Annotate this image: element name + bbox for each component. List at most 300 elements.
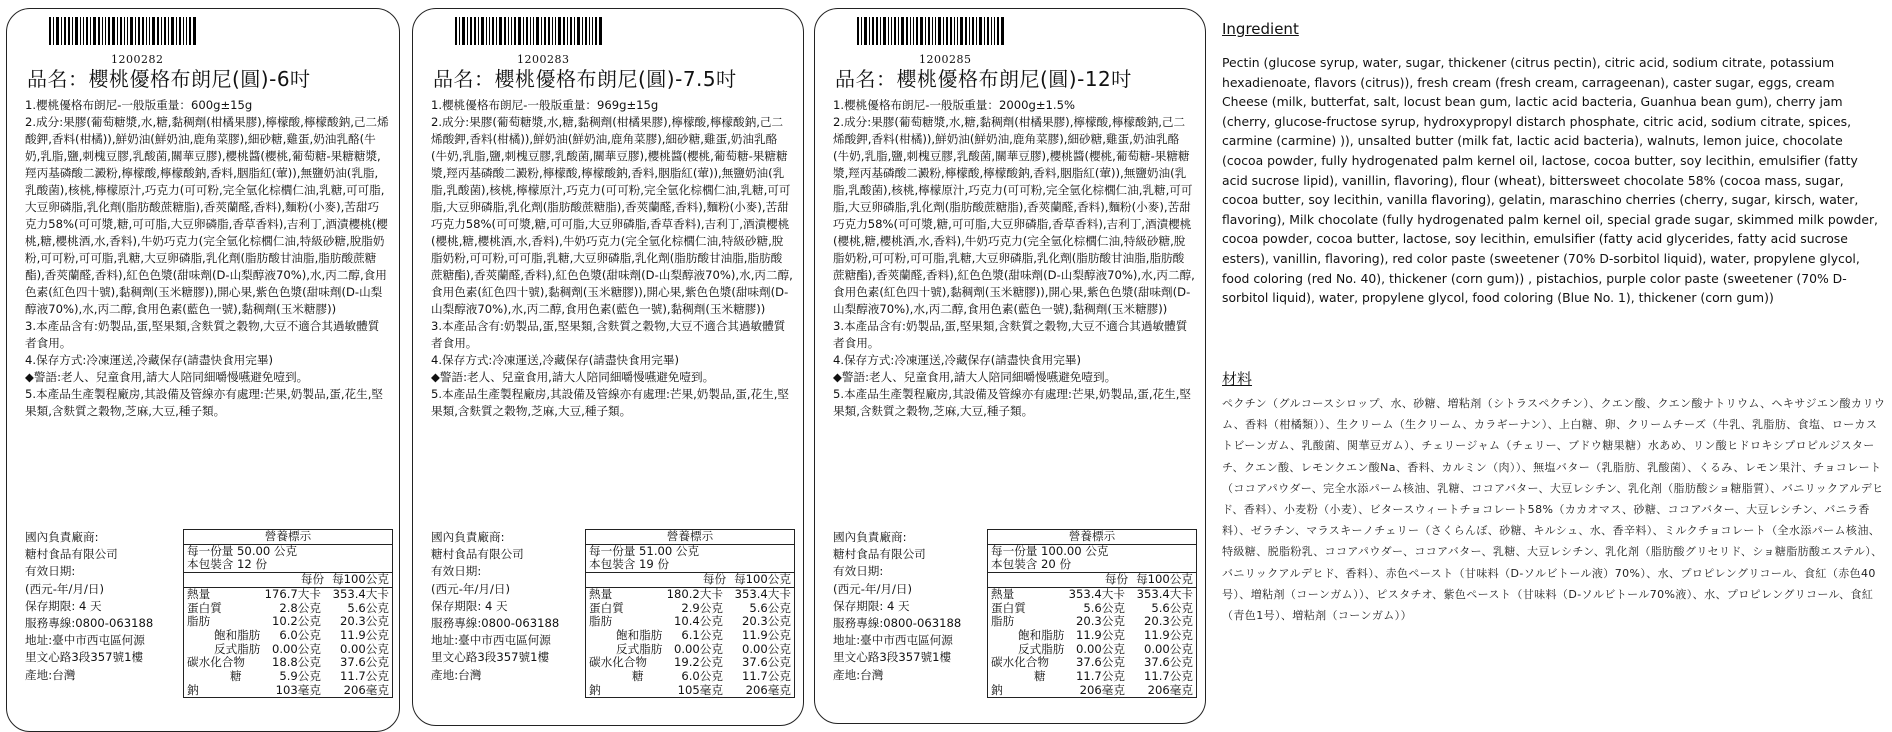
distributor-line: 服務專線:0800-063188 bbox=[833, 616, 962, 631]
nutrition-row bbox=[184, 684, 392, 698]
barcode-bar bbox=[455, 17, 457, 45]
ingredients-text: 2.成分:果膠(葡萄糖漿,水,糖,黏稠劑(柑橘果膠),檸檬酸,檸檬酸鈉,己二烯酸鉀,香料(柑橘)),鮮奶油(鮮奶油,鹿角菜膠),細砂糖,雞蛋,奶油乳酪(牛奶,乳脂,鹽,刺槐豆膠,乳酸菌,關華豆膠),櫻桃醬(櫻桃,葡萄糖-果糖糖漿,羥丙基磷酸二澱粉,檸檬酸,檸檬酸鈉,香料,胭脂紅(葷)),無鹽奶油(乳脂,乳酸菌),核桃,檸檬原汁,巧克力(可可粉,完全氫化棕櫚仁油,乳糖,可可脂,大豆卵磷脂,乳化劑(脂肪酸蔗糖脂),香莢蘭醛,香料),麵粉(小麥),苦甜巧克力58%(可可漿,糖,可可脂,大豆卵磷脂,香草香料),吉利丁,酒漬櫻桃(櫻桃,糖,櫻桃酒,水,香料),牛奶巧克力(完全氫化棕櫚仁油,特級砂糖,脫脂奶粉,可可粉,可可脂,乳糖,大豆卵磷脂,乳化劑(脂肪酸甘油脂,脂肪酸蔗糖酯),香莢蘭醛,香料),紅色色漿(甜味劑(D-山梨醇液70%),水,丙二醇,食用色素(紅色四十號),黏稠劑(玉米糖膠)),開心果,紫色色漿(甜味劑(D-山梨醇液70%),水,丙二醇,食用色素(藍色一號),黏稠劑(玉米糖膠)) bbox=[25, 115, 389, 316]
barcode-bar bbox=[960, 17, 963, 45]
per-100g-value: 11.9公克 bbox=[339, 627, 389, 642]
barcode-bar bbox=[883, 17, 886, 45]
nutrition-row bbox=[586, 656, 794, 670]
barcode-bar bbox=[997, 17, 999, 45]
per-100g-header: 每100公克 bbox=[332, 572, 389, 587]
barcode-bar bbox=[470, 17, 472, 45]
barcode-bar bbox=[130, 17, 133, 45]
barcode-bar bbox=[563, 17, 565, 45]
per-serving-value: 0.00公克 bbox=[1075, 641, 1125, 656]
storage-text: 4.保存方式:冷凍運送,冷藏保存(請盡快食用完畢) bbox=[431, 353, 679, 367]
nutrient-name: 蛋白質 bbox=[589, 600, 624, 615]
per-100g-value: 5.6公克 bbox=[749, 600, 791, 615]
barcode-bar bbox=[102, 17, 103, 45]
barcode-bar bbox=[183, 17, 184, 45]
nutrient-name: 反式脂肪 bbox=[214, 641, 261, 656]
facility-text: 5.本產品生產製程廠房,其設備及管線亦有處理:芒果,奶製品,蛋,花生,堅果類,含麩質之穀物,芝麻,大豆,種子類。 bbox=[833, 387, 1192, 418]
barcode-bar bbox=[582, 17, 583, 45]
warning-text: ◆警語:老人、兒童食用,請大人陪同細嚼慢嚥避免噎到。 bbox=[25, 370, 309, 384]
per-serving-value: 18.8公克 bbox=[271, 655, 321, 670]
ingredient-en-text: Pectin (glucose syrup, water, sugar, thickener (citrus pectin), citric acid, sodium citrate, potassium hexadienoate, flavors (citrus)), fresh cream (fresh cream, carrageenan), caster sugar, eggs, cream Cheese (milk, butterfat, salt, locust bean gum, lactic acid bacteria, Guanhua bean gum), cherry jam (cherry, glucose-fructose syrup, hydroxypropyl distarch phosphate, citric acid, sodium citrate, spices, carmine (carmine) )), unsalted butter (milk fat, lactic acid bacteria), walnuts, lemon juice, chocolate (cocoa powder, fully hydrogenated palm kernel oil, lactose, cocoa butter, soy lecithin, emulsifier (fatty acid sucrose lipid), vanillin, flavoring), flour (wheat), bittersweet chocolate 58% (cocoa mass, sugar, cocoa butter, soy lecithin, vanilla flavoring), gelatin, maraschino cherries (cherry, sugar, kirsch, water, flavoring), Milk chocolate (fully hydrogenated palm kernel oil, special grade sugar, skimmed milk powder, cocoa powder, cocoa butter, lactose, soy lecithin, emulsifier (fatty acid glycerides, fatty acid sucrose esters), vanillin, flavoring), red color paste (sweetener (70% D-sorbitol liquid), water, propylene glycol, food coloring (red No. 40), thickener (corn gum)) , pistachios, purple color paste (sweetener (70% D-sorbitol liquid), water, propylene glycol, food coloring (Blue No. 1), thickener (corn gum)) bbox=[1222, 55, 1878, 306]
per-serving-value: 2.8公克 bbox=[279, 600, 321, 615]
distributor-line: 國內負責廠商: bbox=[25, 530, 99, 544]
per-100g-value: 11.7公克 bbox=[339, 669, 389, 684]
per-serving-value: 105毫克 bbox=[677, 682, 723, 697]
product-code: 1200283 bbox=[517, 53, 570, 66]
barcode-bar bbox=[80, 17, 81, 45]
nutrient-name: 飽和脂肪 bbox=[1018, 627, 1065, 642]
barcode-bar bbox=[555, 17, 556, 45]
per-100g-value: 353.4大卡 bbox=[1136, 586, 1193, 601]
barcode-bar bbox=[112, 17, 115, 45]
barcode-bar bbox=[508, 17, 509, 45]
product-label-12in bbox=[814, 8, 1206, 724]
warning-text: ◆警語:老人、兒童食用,請大人陪同細嚼慢嚥避免噎到。 bbox=[431, 370, 715, 384]
barcode-bar bbox=[53, 17, 54, 45]
barcode-bar bbox=[541, 17, 542, 45]
barcode-bar bbox=[888, 17, 889, 45]
distributor-line: 保存期限: 4 天 bbox=[431, 598, 508, 613]
barcode-bar bbox=[984, 17, 985, 45]
barcode-bar bbox=[880, 17, 881, 45]
barcode-bar bbox=[592, 17, 593, 45]
per-serving-value: 0.00公克 bbox=[271, 641, 321, 656]
per-100g-header: 每100公克 bbox=[734, 572, 791, 587]
per-100g-value: 0.00公克 bbox=[339, 641, 389, 656]
distributor-line: (西元-年/月/日) bbox=[25, 581, 105, 596]
barcode-bar bbox=[976, 17, 977, 45]
nutrition-title: 營養標示 bbox=[184, 530, 392, 545]
barcode-bar bbox=[530, 17, 531, 45]
per-serving-value: 2.9公克 bbox=[681, 600, 723, 615]
barcode-bar bbox=[935, 17, 936, 45]
nutrition-row bbox=[988, 629, 1196, 643]
barcode-bar bbox=[536, 17, 539, 45]
nutrition-row bbox=[988, 615, 1196, 629]
allergen-text: 3.本產品含有:奶製品,蛋,堅果類,含麩質之穀物,大豆不適合其過敏體質者食用。 bbox=[431, 319, 786, 350]
distributor-line: 有效日期: bbox=[431, 564, 482, 579]
barcode-bar bbox=[93, 17, 96, 45]
barcode-bar bbox=[991, 17, 992, 45]
nutrition-row bbox=[988, 656, 1196, 670]
label-body bbox=[25, 97, 389, 420]
barcode-bar bbox=[168, 17, 169, 45]
barcode-bar bbox=[548, 17, 550, 45]
barcode-bar bbox=[585, 17, 587, 45]
barcode-bar bbox=[957, 17, 958, 45]
barcode-bar bbox=[138, 17, 140, 45]
barcode-bar bbox=[127, 17, 128, 45]
distributor-line: 糖村食品有限公司 bbox=[25, 547, 118, 562]
barcode-bar bbox=[906, 17, 908, 45]
product-name: 品名：櫻桃優格布朗尼(圓)-6吋 bbox=[27, 67, 311, 91]
per-100g-value: 11.9公克 bbox=[741, 627, 791, 642]
barcode-bar bbox=[857, 17, 859, 45]
per-serving-value: 10.4公克 bbox=[673, 614, 723, 629]
barcode-bar bbox=[916, 17, 918, 45]
nutrient-name: 碳水化合物 bbox=[991, 655, 1049, 670]
barcode-icon bbox=[49, 17, 199, 45]
barcode-bar bbox=[86, 17, 88, 45]
barcode-bar bbox=[72, 17, 73, 45]
product-label-6in bbox=[6, 8, 400, 732]
distributor-line: 地址:臺中市西屯區何源 bbox=[25, 633, 145, 648]
serving-size: 每一份量 51.00 公克 bbox=[589, 543, 700, 558]
barcode-bar bbox=[474, 17, 476, 45]
barcode-bar bbox=[117, 17, 118, 45]
per-serving-value: 11.7公克 bbox=[1075, 669, 1125, 684]
barcode-bar bbox=[570, 17, 572, 45]
nutrition-serving bbox=[184, 545, 392, 573]
per-100g-header: 每100公克 bbox=[1136, 572, 1193, 587]
nutrient-name: 反式脂肪 bbox=[1018, 641, 1065, 656]
product-code: 1200282 bbox=[111, 53, 164, 66]
per-100g-value: 5.6公克 bbox=[347, 600, 389, 615]
distributor-line: 地址:臺中市西屯區何源 bbox=[833, 633, 953, 648]
barcode-bar bbox=[864, 17, 867, 45]
weight-line: 1.櫻桃優格布朗尼-一般版重量：600g±15g bbox=[25, 98, 253, 112]
weight-line: 1.櫻桃優格布朗尼-一般版重量：2000g±1.5% bbox=[833, 98, 1075, 112]
nutrition-row bbox=[184, 670, 392, 684]
barcode-bar bbox=[108, 17, 110, 45]
barcode-bar bbox=[876, 17, 878, 45]
barcode-bar bbox=[179, 17, 181, 45]
nutrition-header bbox=[586, 573, 794, 588]
nutrient-name: 反式脂肪 bbox=[616, 641, 663, 656]
per-100g-value: 0.00公克 bbox=[1143, 641, 1193, 656]
nutrient-name: 熱量 bbox=[991, 586, 1015, 601]
barcode-bar bbox=[171, 17, 174, 45]
per-100g-value: 20.3公克 bbox=[1143, 614, 1193, 629]
barcode-icon bbox=[455, 17, 605, 45]
barcode-bar bbox=[925, 17, 926, 45]
nutrition-row bbox=[184, 615, 392, 629]
distributor-line: 有效日期: bbox=[833, 564, 884, 579]
nutrient-name: 鈉 bbox=[187, 682, 199, 697]
barcode-bar bbox=[149, 17, 150, 45]
distributor-info bbox=[431, 529, 606, 684]
barcode-bar bbox=[589, 17, 590, 45]
allergen-text: 3.本產品含有:奶製品,蛋,堅果類,含麩質之穀物,大豆不適合其過敏體質者食用。 bbox=[833, 319, 1188, 350]
barcode-bar bbox=[75, 17, 78, 45]
barcode-bar bbox=[595, 17, 597, 45]
warning-text: ◆警語:老人、兒童食用,請大人陪同細嚼慢嚥避免噎到。 bbox=[833, 370, 1117, 384]
barcode-bar bbox=[558, 17, 561, 45]
storage-text: 4.保存方式:冷凍運送,冷藏保存(請盡快食用完畢) bbox=[25, 353, 273, 367]
nutrition-header bbox=[184, 573, 392, 588]
product-code: 1200285 bbox=[919, 53, 972, 66]
per-serving-value: 6.1公克 bbox=[681, 627, 723, 642]
barcode-bar bbox=[861, 17, 862, 45]
per-100g-value: 20.3公克 bbox=[741, 614, 791, 629]
product-name: 品名：櫻桃優格布朗尼(圓)-7.5吋 bbox=[433, 67, 737, 91]
weight-line: 1.櫻桃優格布朗尼-一般版重量：969g±15g bbox=[431, 98, 659, 112]
per-serving-header: 每份 bbox=[702, 572, 727, 587]
nutrient-name: 鈉 bbox=[991, 682, 1003, 697]
ingredient-jp-title: 材料 bbox=[1222, 370, 1253, 388]
barcode-bar bbox=[552, 17, 553, 45]
barcode-bar bbox=[504, 17, 506, 45]
ingredient-jp-text: ペクチン（グルコースシロップ、水、砂糖、増粘剤（シトラスペクチン）、クエン酸、クエン酸ナトリウム、ヘキサジエン酸カリウム、香料（柑橘類））、生クリーム（生クリーム、カラギーナン）、上白糖、卵、クリームチーズ（牛乳、乳脂肪、食塩、ローカストビーンガム、乳酸菌、関華豆ガム）、チェリージャム（チェリー、ブドウ糖果糖）水あめ、リン酸ヒドロキシプロピルジスターチ、クエン酸、レモンクエン酸Na、香料、カルミン（肉））、無塩バター（乳脂肪、乳酸菌）、くるみ、レモン果汁、チョコレート（ココアパウダー、完全水添パーム核油、乳糖、ココアバター、大豆レシチン、乳化剤（脂肪酸ショ糖脂質）、バニリックアルデヒド、香料）、小麦粉（小麦）、ビタースウィートチョコレート58%（カカオマス、砂糖、ココアバター、大豆レシチン、バニラ香料）、ゼラチン、マラスキーノチェリー（さくらんぼ、砂糖、キルシュ、水、香辛料）、ミルクチョコレート（全水添パーム核油、特級糖、脱脂粉乳、ココアパウダー、ココアバター、乳糖、大豆レシチン、乳化剤（脂肪酸グリセリド、ショ糖脂肪酸エステル）、バニリックアルデヒド、香料）、赤色ペースト（甘味料（D-ソルビトール液）70%）、水、プロピレングリコール、食紅（赤色40号）、増粘剤（コーンガム））、ピスタチオ、紫色ペースト（甘味料（D-ソルビトール70%液）、水、プロピレングリコール、食紅（青色1号）、増粘剤（コーンガム）） bbox=[1222, 397, 1886, 623]
barcode-bar bbox=[894, 17, 896, 45]
per-100g-value: 206毫克 bbox=[1147, 682, 1193, 697]
distributor-line: 糖村食品有限公司 bbox=[431, 547, 524, 562]
nutrient-name: 碳水化合物 bbox=[589, 655, 647, 670]
per-100g-value: 206毫克 bbox=[745, 682, 791, 697]
barcode-bar bbox=[152, 17, 155, 45]
barcode-bar bbox=[511, 17, 512, 45]
facility-text: 5.本產品生產製程廠房,其設備及管線亦有處理:芒果,奶製品,蛋,花生,堅果類,含麩質之穀物,芝麻,大豆,種子類。 bbox=[25, 387, 384, 418]
nutrition-title: 營養標示 bbox=[586, 530, 794, 545]
ingredients-text: 2.成分:果膠(葡萄糖漿,水,糖,黏稠劑(柑橘果膠),檸檬酸,檸檬酸鈉,己二烯酸鉀,香料(柑橘)),鮮奶油(鮮奶油,鹿角菜膠),細砂糖,雞蛋,奶油乳酪(牛奶,乳脂,鹽,刺槐豆膠,乳酸菌,關華豆膠),櫻桃醬(櫻桃,葡萄糖-果糖糖漿,羥丙基磷酸二澱粉,檸檬酸,檸檬酸鈉,香料,胭脂紅(葷)),無鹽奶油(乳脂,乳酸菌),核桃,檸檬原汁,巧克力(可可粉,完全氫化棕櫚仁油,乳糖,可可脂,大豆卵磷脂,乳化劑(脂肪酸蔗糖脂),香莢蘭醛,香料),麵粉(小麥),苦甜巧克力58%(可可漿,糖,可可脂,大豆卵磷脂,香草香料),吉利丁,酒漬櫻桃(櫻桃,糖,櫻桃酒,水,香料),牛奶巧克力(完全氫化棕櫚仁油,特級砂糖,脫脂奶粉,可可粉,可可脂,乳糖,大豆卵磷脂,乳化劑(脂肪酸甘油脂,脂肪酸蔗糖酯),香莢蘭醛,香料),紅色色漿(甜味劑(D-山梨醇液70%),水,丙二醇,食用色素(紅色四十號),黏稠劑(玉米糖膠)),開心果,紫色色漿(甜味劑(D-山梨醇液70%),水,丙二醇,食用色素(藍色一號),黏稠劑(玉米糖膠)) bbox=[431, 115, 793, 316]
per-100g-value: 37.6公克 bbox=[339, 655, 389, 670]
per-serving-value: 5.6公克 bbox=[1083, 600, 1125, 615]
per-serving-value: 6.0公克 bbox=[681, 669, 723, 684]
per-serving-value: 176.7大卡 bbox=[264, 586, 321, 601]
distributor-line: 國內負責廠商: bbox=[833, 530, 907, 544]
barcode-bar bbox=[135, 17, 136, 45]
product-label-7-5in bbox=[412, 8, 804, 726]
barcode-bar bbox=[193, 17, 196, 45]
barcode-bar bbox=[987, 17, 989, 45]
nutrient-name: 糖 bbox=[1034, 669, 1046, 684]
nutrient-name: 脂肪 bbox=[187, 614, 211, 629]
nutrition-row bbox=[586, 602, 794, 616]
barcode-bar bbox=[83, 17, 84, 45]
nutrient-name: 蛋白質 bbox=[187, 600, 222, 615]
per-100g-value: 353.4大卡 bbox=[734, 586, 791, 601]
barcode-bar bbox=[142, 17, 144, 45]
servings-per-package: 本包裝含 19 份 bbox=[589, 557, 670, 572]
per-100g-value: 11.9公克 bbox=[1143, 627, 1193, 642]
barcode-bar bbox=[943, 17, 944, 45]
per-serving-value: 10.2公克 bbox=[271, 614, 321, 629]
facility-text: 5.本產品生產製程廠房,其設備及管線亦有處理:芒果,奶製品,蛋,花生,堅果類,含麩質之穀物,芝麻,大豆,種子類。 bbox=[431, 387, 790, 418]
barcode-bar bbox=[49, 17, 51, 45]
per-serving-value: 353.4大卡 bbox=[1068, 586, 1125, 601]
distributor-line: 里文心路3段357號1樓 bbox=[431, 650, 550, 665]
serving-size: 每一份量 50.00 公克 bbox=[187, 543, 298, 558]
per-serving-value: 206毫克 bbox=[1079, 682, 1125, 697]
barcode-bar bbox=[994, 17, 995, 45]
distributor-line: 服務專線:0800-063188 bbox=[25, 616, 154, 631]
nutrition-row bbox=[184, 588, 392, 602]
nutrient-name: 脂肪 bbox=[991, 614, 1015, 629]
distributor-line: 有效日期: bbox=[25, 564, 76, 579]
barcode-bar bbox=[486, 17, 487, 45]
per-100g-value: 5.6公克 bbox=[1151, 600, 1193, 615]
nutrient-name: 熱量 bbox=[187, 586, 211, 601]
barcode-bar bbox=[932, 17, 933, 45]
per-100g-value: 11.7公克 bbox=[741, 669, 791, 684]
barcode-bar bbox=[164, 17, 166, 45]
per-serving-value: 6.0公克 bbox=[279, 627, 321, 642]
distributor-line: 國內負責廠商: bbox=[431, 530, 505, 544]
barcode-bar bbox=[869, 17, 870, 45]
barcode-bar bbox=[56, 17, 59, 45]
barcode-bar bbox=[872, 17, 874, 45]
barcode-bar bbox=[481, 17, 484, 45]
barcode-bar bbox=[1001, 17, 1004, 45]
distributor-line: 里文心路3段357號1樓 bbox=[833, 650, 952, 665]
nutrient-name: 熱量 bbox=[589, 586, 613, 601]
barcode-bar bbox=[969, 17, 970, 45]
barcode-bar bbox=[120, 17, 122, 45]
nutrition-table bbox=[585, 529, 795, 698]
per-serving-value: 11.9公克 bbox=[1075, 627, 1125, 642]
storage-text: 4.保存方式:冷凍運送,冷藏保存(請盡快食用完畢) bbox=[833, 353, 1081, 367]
per-serving-value: 19.2公克 bbox=[673, 655, 723, 670]
per-100g-value: 20.3公克 bbox=[339, 614, 389, 629]
barcode-bar bbox=[61, 17, 62, 45]
barcode-bar bbox=[176, 17, 177, 45]
per-serving-header: 每份 bbox=[1104, 572, 1129, 587]
nutrition-serving bbox=[988, 545, 1196, 573]
per-100g-value: 206毫克 bbox=[343, 682, 389, 697]
barcode-bar bbox=[972, 17, 974, 45]
nutrition-row bbox=[988, 643, 1196, 657]
distributor-line: 地址:臺中市西屯區何源 bbox=[431, 633, 551, 648]
nutrition-row bbox=[586, 588, 794, 602]
servings-per-package: 本包裝含 12 份 bbox=[187, 557, 268, 572]
nutrition-row bbox=[184, 643, 392, 657]
barcode-bar bbox=[526, 17, 528, 45]
label-body bbox=[833, 97, 1195, 420]
per-serving-value: 37.6公克 bbox=[1075, 655, 1125, 670]
barcode-bar bbox=[910, 17, 911, 45]
per-serving-value: 0.00公克 bbox=[673, 641, 723, 656]
ingredients-text: 2.成分:果膠(葡萄糖漿,水,糖,黏稠劑(柑橘果膠),檸檬酸,檸檬酸鈉,己二烯酸鉀,香料(柑橘)),鮮奶油(鮮奶油,鹿角菜膠),細砂糖,雞蛋,奶油乳酪(牛奶,乳脂,鹽,刺槐豆膠,乳酸菌,關華豆膠),櫻桃醬(櫻桃,葡萄糖-果糖糖漿,羥丙基磷酸二澱粉,檸檬酸,檸檬酸鈉,香料,胭脂紅(葷)),無鹽奶油(乳脂,乳酸菌),核桃,檸檬原汁,巧克力(可可粉,完全氫化棕櫚仁油,乳糖,可可脂,大豆卵磷脂,乳化劑(脂肪酸蔗糖脂),香莢蘭醛,香料),麵粉(小麥),苦甜巧克力58%(可可漿,糖,可可脂,大豆卵磷脂,香草香料),吉利丁,酒漬櫻桃(櫻桃,糖,櫻桃酒,水,香料),牛奶巧克力(完全氫化棕櫚仁油,特級砂糖,脫脂奶粉,可可粉,可可脂,乳糖,大豆卵磷脂,乳化劑(脂肪酸甘油脂,脂肪酸蔗糖酯),香莢蘭醛,香料),紅色色漿(甜味劑(D-山梨醇液70%),水,丙二醇,食用色素(紅色四十號),黏稠劑(玉米糖膠)),開心果,紫色色漿(甜味劑(D-山梨醇液70%),水,丙二醇,食用色素(藍色一號),黏稠劑(玉米糖膠)) bbox=[833, 115, 1195, 316]
barcode-bar bbox=[514, 17, 516, 45]
barcode-bar bbox=[567, 17, 568, 45]
nutrition-row bbox=[586, 629, 794, 643]
per-serving-value: 5.9公克 bbox=[279, 669, 321, 684]
barcode-bar bbox=[898, 17, 899, 45]
distributor-line: 保存期限: 4 天 bbox=[833, 598, 910, 613]
nutrition-row bbox=[988, 588, 1196, 602]
barcode-bar bbox=[574, 17, 575, 45]
nutrient-name: 鈉 bbox=[589, 682, 601, 697]
product-name: 品名：櫻桃優格布朗尼(圓)-12吋 bbox=[835, 67, 1132, 91]
nutrition-title: 營養標示 bbox=[988, 530, 1196, 545]
nutrient-name: 飽和脂肪 bbox=[616, 627, 663, 642]
barcode-bar bbox=[533, 17, 534, 45]
nutrient-name: 糖 bbox=[230, 669, 242, 684]
ingredient-en-title: Ingredient bbox=[1222, 20, 1299, 38]
distributor-line: (西元-年/月/日) bbox=[833, 581, 913, 596]
distributor-line: 產地:台灣 bbox=[833, 667, 884, 682]
barcode-bar bbox=[492, 17, 494, 45]
barcode-bar bbox=[459, 17, 460, 45]
nutrition-serving bbox=[586, 545, 794, 573]
distributor-line: (西元-年/月/日) bbox=[431, 581, 511, 596]
nutrition-row bbox=[586, 643, 794, 657]
nutrition-header bbox=[988, 573, 1196, 588]
barcode-bar bbox=[946, 17, 948, 45]
distributor-line: 產地:台灣 bbox=[431, 667, 482, 682]
nutrition-row bbox=[184, 602, 392, 616]
barcode-bar bbox=[954, 17, 955, 45]
barcode-bar bbox=[499, 17, 502, 45]
nutrient-name: 飽和脂肪 bbox=[214, 627, 261, 642]
barcode-bar bbox=[157, 17, 159, 45]
distributor-line: 產地:台灣 bbox=[25, 667, 76, 682]
distributor-line: 糖村食品有限公司 bbox=[833, 547, 926, 562]
nutrition-row bbox=[586, 615, 794, 629]
barcode-icon bbox=[857, 17, 1007, 45]
barcode-bar bbox=[901, 17, 904, 45]
barcode-bar bbox=[913, 17, 914, 45]
barcode-bar bbox=[64, 17, 66, 45]
distributor-line: 保存期限: 4 天 bbox=[25, 598, 102, 613]
per-serving-value: 103毫克 bbox=[275, 682, 321, 697]
allergen-text: 3.本產品含有:奶製品,蛋,堅果類,含麩質之穀物,大豆不適合其過敏體質者食用。 bbox=[25, 319, 380, 350]
nutrition-table bbox=[987, 529, 1197, 698]
barcode-bar bbox=[105, 17, 106, 45]
nutrient-name: 糖 bbox=[632, 669, 644, 684]
barcode-bar bbox=[518, 17, 521, 45]
servings-per-package: 本包裝含 20 份 bbox=[991, 557, 1072, 572]
barcode-bar bbox=[186, 17, 187, 45]
per-100g-value: 11.7公克 bbox=[1143, 669, 1193, 684]
nutrient-name: 碳水化合物 bbox=[187, 655, 245, 670]
nutrition-row bbox=[586, 684, 794, 698]
barcode-bar bbox=[523, 17, 524, 45]
per-100g-value: 37.6公克 bbox=[741, 655, 791, 670]
distributor-info bbox=[25, 529, 200, 684]
nutrition-row bbox=[988, 602, 1196, 616]
barcode-bar bbox=[124, 17, 125, 45]
barcode-bar bbox=[68, 17, 70, 45]
barcode-bar bbox=[979, 17, 982, 45]
barcode-bar bbox=[891, 17, 892, 45]
nutrient-name: 蛋白質 bbox=[991, 600, 1026, 615]
barcode-bar bbox=[161, 17, 162, 45]
barcode-bar bbox=[98, 17, 100, 45]
nutrition-row bbox=[988, 684, 1196, 698]
per-100g-value: 0.00公克 bbox=[741, 641, 791, 656]
nutrition-row bbox=[184, 656, 392, 670]
nutrition-table bbox=[183, 529, 393, 698]
per-serving-header: 每份 bbox=[300, 572, 325, 587]
distributor-line: 里文心路3段357號1樓 bbox=[25, 650, 144, 665]
per-100g-value: 37.6公克 bbox=[1143, 655, 1193, 670]
barcode-bar bbox=[928, 17, 930, 45]
barcode-bar bbox=[920, 17, 923, 45]
barcode-bar bbox=[489, 17, 490, 45]
barcode-bar bbox=[496, 17, 497, 45]
label-body bbox=[431, 97, 793, 420]
distributor-line: 服務專線:0800-063188 bbox=[431, 616, 560, 631]
nutrition-row bbox=[184, 629, 392, 643]
barcode-bar bbox=[462, 17, 465, 45]
barcode-bar bbox=[577, 17, 580, 45]
per-serving-value: 20.3公克 bbox=[1075, 614, 1125, 629]
serving-size: 每一份量 100.00 公克 bbox=[991, 543, 1109, 558]
barcode-bar bbox=[950, 17, 952, 45]
barcode-bar bbox=[189, 17, 191, 45]
nutrition-row bbox=[988, 670, 1196, 684]
per-100g-value: 353.4大卡 bbox=[332, 586, 389, 601]
nutrition-row bbox=[586, 670, 794, 684]
distributor-info bbox=[833, 529, 1008, 684]
barcode-bar bbox=[467, 17, 468, 45]
barcode-bar bbox=[90, 17, 91, 45]
barcode-bar bbox=[544, 17, 546, 45]
